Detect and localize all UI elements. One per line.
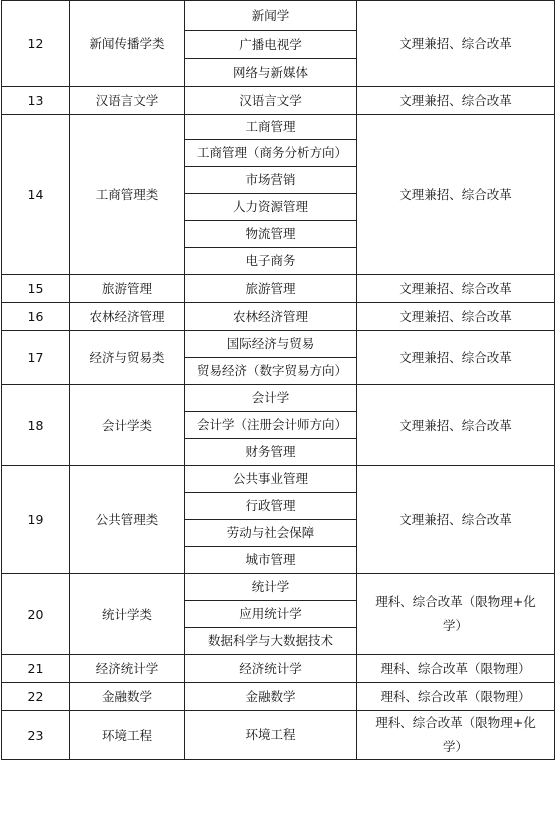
subject-requirement: 文理兼招、综合改革 <box>357 331 555 385</box>
major-name: 金融数学 <box>185 683 357 711</box>
category-name: 会计学类 <box>70 385 185 466</box>
row-number: 15 <box>2 275 70 303</box>
major-name: 工商管理 <box>185 115 357 140</box>
category-name: 金融数学 <box>70 683 185 711</box>
major-name: 数据科学与大数据技术 <box>185 628 357 655</box>
major-name: 汉语言文学 <box>185 87 357 115</box>
major-name: 旅游管理 <box>185 275 357 303</box>
table-row <box>2 574 555 601</box>
category-name: 统计学类 <box>70 574 185 655</box>
subject-requirement: 理科、综合改革（限物理） <box>357 655 555 683</box>
subject-requirement: 文理兼招、综合改革 <box>357 87 555 115</box>
major-name: 市场营销 <box>185 167 357 194</box>
table-row <box>2 115 555 140</box>
category-name: 工商管理类 <box>70 115 185 275</box>
row-number: 17 <box>2 331 70 385</box>
table-row <box>2 87 555 115</box>
category-name: 旅游管理 <box>70 275 185 303</box>
major-name: 农林经济管理 <box>185 303 357 331</box>
major-name: 财务管理 <box>185 439 357 466</box>
subject-requirement: 文理兼招、综合改革 <box>357 466 555 574</box>
major-name: 工商管理（商务分析方向） <box>185 140 357 167</box>
majors-table <box>1 0 555 760</box>
row-number: 12 <box>2 1 70 87</box>
major-name: 行政管理 <box>185 493 357 520</box>
major-name: 劳动与社会保障 <box>185 520 357 547</box>
subject-requirement: 文理兼招、综合改革 <box>357 303 555 331</box>
row-number: 20 <box>2 574 70 655</box>
category-name: 经济统计学 <box>70 655 185 683</box>
category-name: 农林经济管理 <box>70 303 185 331</box>
subject-requirement: 理科、综合改革（限物理+化学） <box>357 574 555 655</box>
major-name: 国际经济与贸易 <box>185 331 357 358</box>
row-number: 23 <box>2 711 70 760</box>
subject-requirement: 文理兼招、综合改革 <box>357 115 555 275</box>
category-name: 新闻传播学类 <box>70 1 185 87</box>
category-name: 经济与贸易类 <box>70 331 185 385</box>
table-row <box>2 655 555 683</box>
subject-requirement: 理科、综合改革（限物理） <box>357 683 555 711</box>
subject-requirement: 文理兼招、综合改革 <box>357 1 555 87</box>
category-name: 环境工程 <box>70 711 185 760</box>
row-number: 13 <box>2 87 70 115</box>
major-name: 经济统计学 <box>185 655 357 683</box>
table-row <box>2 331 555 358</box>
row-number: 14 <box>2 115 70 275</box>
major-name: 公共事业管理 <box>185 466 357 493</box>
subject-requirement: 文理兼招、综合改革 <box>357 385 555 466</box>
category-name: 公共管理类 <box>70 466 185 574</box>
row-number: 16 <box>2 303 70 331</box>
major-name: 贸易经济（数字贸易方向） <box>185 358 357 385</box>
table-row <box>2 385 555 412</box>
row-number: 19 <box>2 466 70 574</box>
major-name: 新闻学 <box>185 1 357 31</box>
subject-requirement: 理科、综合改革（限物理+化学） <box>357 711 555 760</box>
major-name: 统计学 <box>185 574 357 601</box>
table-row <box>2 711 555 760</box>
table-row <box>2 1 555 31</box>
major-name: 广播电视学 <box>185 31 357 59</box>
major-name: 会计学（注册会计师方向） <box>185 412 357 439</box>
row-number: 21 <box>2 655 70 683</box>
row-number: 22 <box>2 683 70 711</box>
row-number: 18 <box>2 385 70 466</box>
major-name: 城市管理 <box>185 547 357 574</box>
major-name: 人力资源管理 <box>185 194 357 221</box>
category-name: 汉语言文学 <box>70 87 185 115</box>
table-row <box>2 303 555 331</box>
major-name: 物流管理 <box>185 221 357 248</box>
table-row <box>2 466 555 493</box>
subject-requirement: 文理兼招、综合改革 <box>357 275 555 303</box>
major-name: 电子商务 <box>185 248 357 275</box>
table-row <box>2 275 555 303</box>
major-name: 环境工程 <box>185 711 357 760</box>
major-name: 网络与新媒体 <box>185 59 357 87</box>
table-row <box>2 683 555 711</box>
major-name: 应用统计学 <box>185 601 357 628</box>
major-name: 会计学 <box>185 385 357 412</box>
